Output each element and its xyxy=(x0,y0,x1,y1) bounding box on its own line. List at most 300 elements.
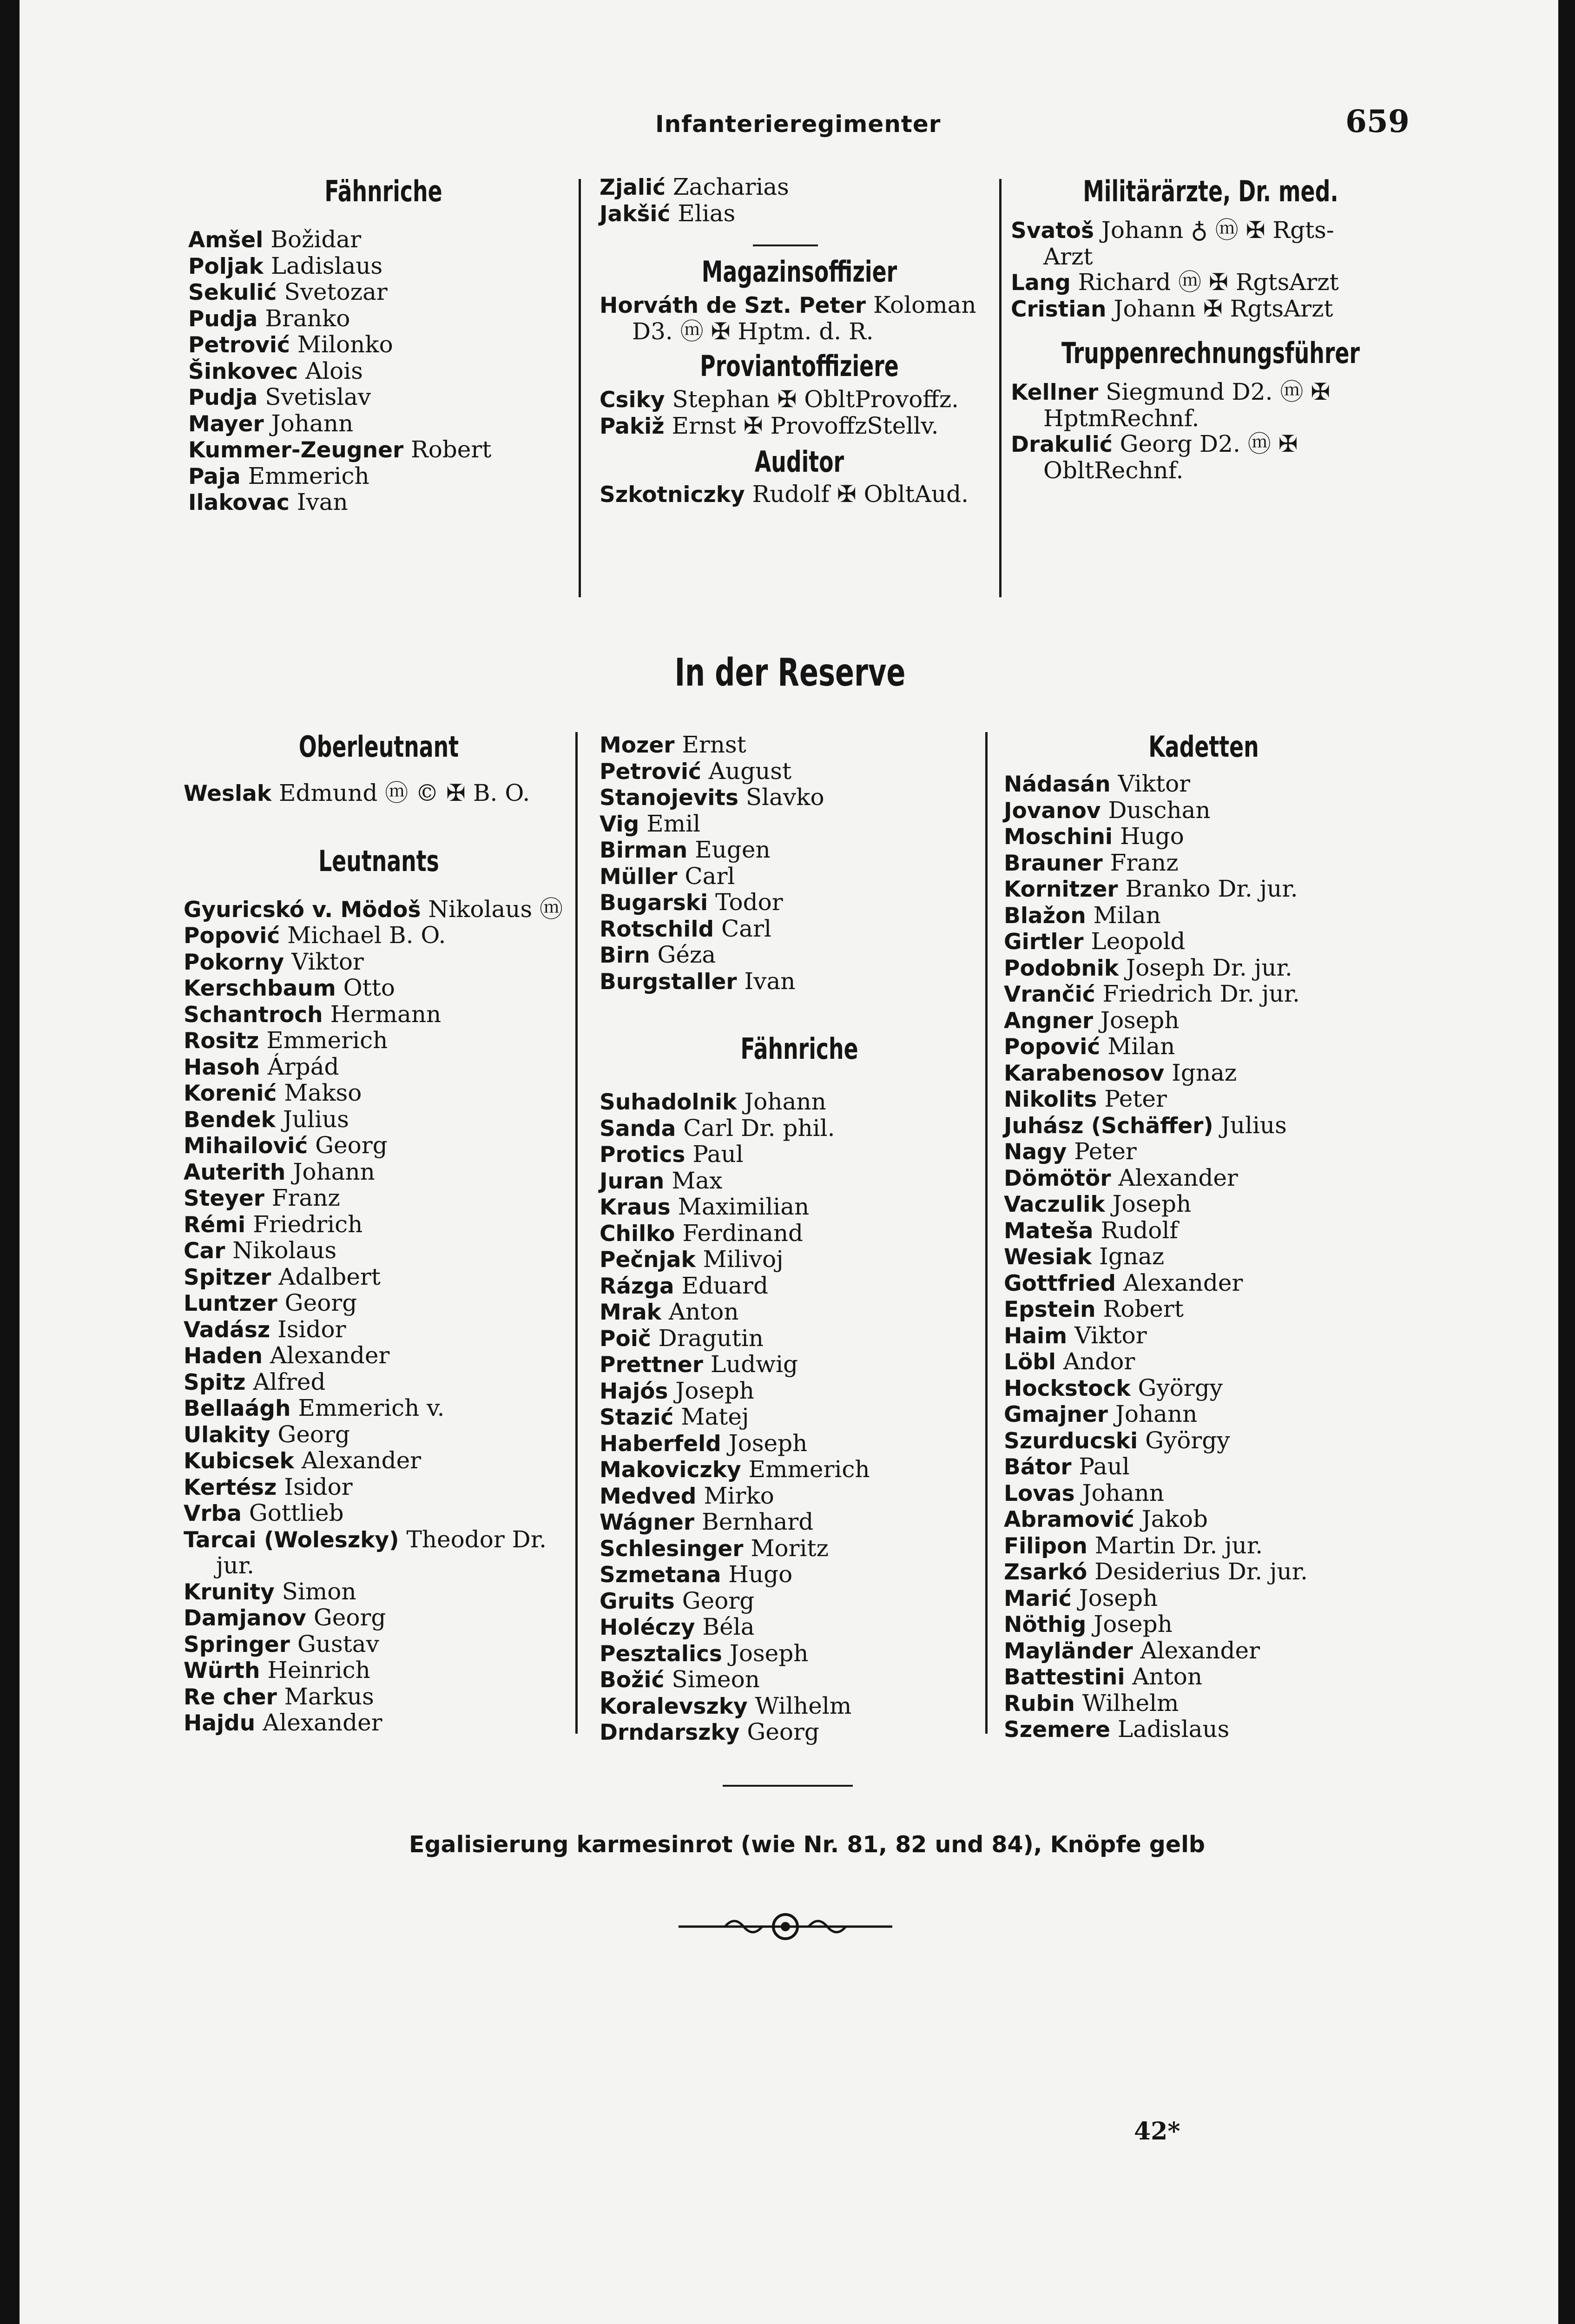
list-item xyxy=(600,1247,999,1273)
list-item xyxy=(188,358,579,385)
entry-details: Alexander xyxy=(263,1709,382,1736)
entry-surname: Filipon xyxy=(1004,1533,1087,1559)
entry-surname: Epstein xyxy=(1004,1297,1096,1322)
list-item xyxy=(184,1238,574,1264)
entry-surname: Kornitzer xyxy=(1004,877,1118,902)
list-item xyxy=(1004,1139,1404,1165)
upper-right-column xyxy=(1011,174,1410,483)
list-item xyxy=(1004,771,1404,798)
entry-surname: Schantroch xyxy=(184,1002,323,1028)
entry-list xyxy=(1004,771,1404,1743)
list-item xyxy=(184,1448,574,1474)
entry-details: Joseph Dr. jur. xyxy=(1126,954,1292,981)
entry-details: Joseph xyxy=(1112,1190,1192,1217)
entry-surname: Rázga xyxy=(600,1273,674,1299)
list-item xyxy=(184,1002,574,1028)
entry-details: Joseph xyxy=(729,1639,809,1667)
entry-surname: Csiky xyxy=(600,387,665,413)
list-item xyxy=(600,1719,999,1746)
entry-surname: Spitz xyxy=(184,1369,246,1395)
entry-surname: Karabenosov xyxy=(1004,1060,1165,1086)
entry-surname: Vadász xyxy=(184,1317,270,1343)
entry-details: Rudolf ✠ ObltAud. xyxy=(752,481,969,508)
entry-surname: Ilakovac xyxy=(188,490,290,515)
list-item xyxy=(184,1343,574,1369)
entry-details: Simeon xyxy=(672,1666,760,1693)
entry-surname: Schlesinger xyxy=(600,1536,744,1562)
list-item xyxy=(188,437,579,463)
entry-details: Markus xyxy=(284,1683,374,1710)
entry-surname: Bugarski xyxy=(600,890,708,916)
entry-details: Johann ♁ ⓜ ✠ Rgts- xyxy=(1101,217,1334,244)
entry-surname: Gruits xyxy=(600,1588,675,1614)
entry-details: Bernhard xyxy=(701,1508,814,1535)
list-item xyxy=(184,949,574,976)
list-item xyxy=(1004,1323,1404,1349)
entry-surname: Luntzer xyxy=(184,1291,277,1316)
entry-details: Theodor Dr. xyxy=(406,1525,547,1553)
section-heading-truppenrechnungsfuhrer: Truppenrechnungsführer xyxy=(1061,336,1360,370)
list-item xyxy=(1011,431,1410,458)
entry-details: Georg xyxy=(284,1289,357,1316)
entry-surname: Damjanov xyxy=(184,1605,306,1631)
entry-surname: Pakiž xyxy=(600,413,665,439)
list-item xyxy=(600,1326,999,1352)
list-item xyxy=(600,1299,999,1326)
entry-details: Peter xyxy=(1104,1085,1167,1112)
list-item xyxy=(600,1614,999,1641)
list-item xyxy=(1004,850,1404,877)
section-heading-proviantoffiziere: Proviantoffiziere xyxy=(700,349,899,383)
upper-left-column xyxy=(188,174,579,516)
section-heading-fahnriche: Fähnriche xyxy=(324,174,442,208)
entry-details: György xyxy=(1138,1374,1223,1401)
entry-surname: Lang xyxy=(1011,270,1071,296)
entry-surname: Poič xyxy=(600,1326,651,1352)
entry-surname: Lovas xyxy=(1004,1480,1075,1506)
entry-surname: Pečnjak xyxy=(600,1247,696,1273)
list-item xyxy=(184,1185,574,1212)
list-item xyxy=(600,916,999,943)
list-item xyxy=(184,923,574,949)
entry-details: Leopold xyxy=(1091,928,1186,955)
entry-details: Johann xyxy=(293,1158,375,1185)
entry-details: Simon xyxy=(282,1578,356,1605)
entry-details: Carl xyxy=(721,915,771,942)
entry-surname: Angner xyxy=(1004,1008,1093,1034)
section-heading-oberleutnant: Oberleutnant xyxy=(298,730,459,764)
entry-list xyxy=(600,732,999,995)
entry-list xyxy=(188,227,579,516)
entry-details: Michael B. O. xyxy=(287,922,446,949)
list-item xyxy=(600,811,999,838)
entry-surname: Zjalić xyxy=(600,175,666,200)
list-item xyxy=(600,319,999,345)
entry-details: Georg xyxy=(313,1604,386,1631)
entry-surname: Haden xyxy=(184,1343,263,1369)
list-item xyxy=(1011,458,1410,484)
footer-separator xyxy=(723,1785,853,1787)
list-item xyxy=(184,1395,574,1422)
entry-surname: Müller xyxy=(600,864,678,890)
entry-surname: Dömötör xyxy=(1004,1165,1111,1191)
entry-surname: Nagy xyxy=(1004,1139,1067,1165)
entry-surname: Mihailović xyxy=(184,1133,308,1159)
lower-right-column xyxy=(1004,730,1404,1743)
entry-details: D3. ⓜ ✠ Hptm. d. R. xyxy=(632,317,874,345)
entry-details: jur. xyxy=(216,1552,255,1579)
entry-details: Koloman xyxy=(873,291,976,318)
entry-surname: Popović xyxy=(1004,1034,1101,1060)
entry-surname: Re cher xyxy=(184,1684,277,1710)
entry-details: Johann xyxy=(1115,1400,1198,1427)
entry-details: Viktor xyxy=(291,948,364,975)
list-item xyxy=(1004,1034,1404,1060)
entry-details: Milan xyxy=(1107,1033,1175,1060)
entry-surname: Gottfried xyxy=(1004,1270,1116,1296)
entry-details: August xyxy=(708,757,792,785)
entry-surname: Blažon xyxy=(1004,903,1086,929)
list-item xyxy=(1004,1638,1404,1664)
entry-surname: Holéczy xyxy=(600,1615,695,1640)
list-item xyxy=(600,732,999,759)
entry-details: Carl xyxy=(685,862,735,890)
list-item xyxy=(1004,1349,1404,1375)
entry-surname: Hockstock xyxy=(1004,1375,1131,1401)
entry-details: Hermann xyxy=(330,1000,442,1028)
entry-surname: Petrović xyxy=(600,759,701,785)
entry-details: Maximilian xyxy=(678,1193,810,1220)
entry-surname: Gmajner xyxy=(1004,1402,1108,1427)
entry-surname: Brauner xyxy=(1004,850,1103,876)
list-item xyxy=(600,942,999,969)
section-separator xyxy=(753,244,818,246)
entry-surname: Kummer-Zeugner xyxy=(188,437,404,463)
list-item xyxy=(1004,798,1404,824)
entry-surname: Juran xyxy=(600,1168,665,1194)
entry-details: Isidor xyxy=(277,1315,346,1343)
entry-details: Makso xyxy=(284,1079,362,1106)
entry-details: Svetozar xyxy=(284,278,388,305)
list-item xyxy=(600,864,999,890)
list-item xyxy=(600,413,999,440)
list-item xyxy=(1004,1008,1404,1034)
list-item xyxy=(184,1422,574,1448)
entry-surname: Kellner xyxy=(1011,380,1099,405)
entry-details: Max xyxy=(672,1167,723,1194)
entry-surname: Paja xyxy=(188,463,241,489)
list-item xyxy=(1004,1690,1404,1717)
list-item xyxy=(1004,1480,1404,1507)
entry-surname: Poljak xyxy=(188,253,264,279)
scan-edge-right xyxy=(1558,0,1575,2324)
list-item xyxy=(1004,1506,1404,1533)
entry-surname: Krunity xyxy=(184,1579,275,1605)
entry-details: Ludwig xyxy=(710,1351,798,1378)
list-item xyxy=(184,897,574,923)
entry-surname: Koralevszky xyxy=(600,1693,748,1719)
entry-details: Ladislaus xyxy=(270,252,383,279)
list-item xyxy=(184,1054,574,1081)
entry-details: Todor xyxy=(715,889,783,916)
entry-details: Joseph xyxy=(728,1429,808,1457)
list-item xyxy=(188,384,579,411)
entry-details: Milonko xyxy=(297,331,393,358)
entry-surname: Bellaágh xyxy=(184,1396,291,1421)
entry-details: Božidar xyxy=(270,226,362,253)
entry-details: Joseph xyxy=(1094,1611,1173,1637)
entry-surname: Steyer xyxy=(184,1186,264,1211)
entry-details: Emil xyxy=(646,810,701,837)
list-item xyxy=(184,1657,574,1684)
list-item xyxy=(184,1212,574,1238)
list-item xyxy=(600,387,999,413)
entry-details: Elias xyxy=(678,199,736,227)
entry-details: Johann xyxy=(1082,1479,1165,1506)
entry-surname: Šinkovec xyxy=(188,358,298,384)
entry-details: Franz xyxy=(271,1184,340,1211)
entry-surname: Abramović xyxy=(1004,1507,1134,1532)
list-item xyxy=(184,780,574,807)
list-item xyxy=(1004,1375,1404,1402)
list-item xyxy=(600,1168,999,1195)
list-item xyxy=(188,463,579,490)
list-item xyxy=(600,1089,999,1116)
list-item xyxy=(1004,1191,1404,1218)
entry-details: Jakob xyxy=(1141,1505,1208,1532)
entry-list xyxy=(600,482,999,508)
list-item xyxy=(1004,1060,1404,1087)
entry-details: György xyxy=(1145,1426,1230,1454)
list-item xyxy=(1004,1559,1404,1585)
list-item xyxy=(600,1641,999,1667)
lower-middle-column xyxy=(600,732,999,1746)
list-item xyxy=(188,227,579,253)
entry-details: Carl Dr. phil. xyxy=(683,1114,835,1142)
entry-surname: Ulakity xyxy=(184,1422,270,1448)
list-item xyxy=(184,1264,574,1291)
scan-edge-left xyxy=(0,0,20,2324)
entry-surname: Würth xyxy=(184,1658,260,1684)
list-item xyxy=(1004,981,1404,1008)
entry-details: Viktor xyxy=(1074,1321,1147,1349)
entry-surname: Mozer xyxy=(600,733,675,758)
list-item xyxy=(1004,903,1404,929)
list-item xyxy=(600,1273,999,1300)
list-item xyxy=(188,306,579,332)
entry-details: Ernst xyxy=(682,731,746,758)
running-head: Infanterieregimenter xyxy=(655,111,941,138)
list-item xyxy=(1004,955,1404,982)
entry-surname: Vrba xyxy=(184,1501,242,1526)
section-heading-militararzte: Militärärzte, Dr. med. xyxy=(1083,174,1338,208)
entry-details: Hugo xyxy=(1120,823,1184,850)
entry-details: Adalbert xyxy=(278,1263,381,1290)
entry-surname: Pudja xyxy=(188,385,258,410)
entry-details: Georg xyxy=(277,1420,350,1448)
entry-surname: Drakulić xyxy=(1011,432,1113,457)
entry-surname: Jakšić xyxy=(600,201,671,227)
entry-details: Gustav xyxy=(297,1630,379,1657)
entry-details: Géza xyxy=(657,941,716,968)
entry-surname: Amšel xyxy=(188,227,264,253)
list-item xyxy=(1004,1086,1404,1113)
list-item xyxy=(600,1194,999,1221)
footer-note: Egalisierung karmesinrot (wie Nr. 81, 82 und 84), Knöpfe gelb xyxy=(409,1831,1205,1858)
entry-surname: Stazić xyxy=(600,1405,674,1430)
list-item xyxy=(1004,1717,1404,1743)
list-item xyxy=(600,759,999,785)
entry-details: Emmerich xyxy=(748,1456,870,1483)
list-item xyxy=(1004,1454,1404,1480)
section-heading-auditor: Auditor xyxy=(754,445,844,479)
entry-details: Friedrich Dr. jur. xyxy=(1102,980,1300,1007)
entry-details: Georg xyxy=(682,1587,755,1614)
entry-surname: Suhadolnik xyxy=(600,1089,737,1115)
entry-surname: Spitzer xyxy=(184,1264,271,1290)
entry-details: Richard ⓜ ✠ RgtsArzt xyxy=(1078,269,1339,296)
entry-surname: Stanojevits xyxy=(600,785,738,811)
list-item xyxy=(1011,270,1410,296)
upper-middle-column xyxy=(600,174,999,508)
entry-surname: Löbl xyxy=(1004,1349,1056,1375)
list-item xyxy=(1004,1428,1404,1454)
entry-details: Georg xyxy=(747,1718,819,1745)
entry-details: Robert xyxy=(411,436,492,463)
entry-details: Béla xyxy=(702,1613,755,1640)
list-item xyxy=(184,1684,574,1710)
entry-surname: Bendek xyxy=(184,1107,276,1133)
entry-list xyxy=(600,292,999,344)
list-item xyxy=(1011,296,1410,323)
entry-details: Martin Dr. jur. xyxy=(1094,1532,1263,1559)
entry-details: Johann xyxy=(271,409,354,437)
list-item xyxy=(600,1142,999,1168)
list-item xyxy=(1004,1165,1404,1192)
entry-details: Johann xyxy=(744,1088,826,1115)
entry-surname: Nádasán xyxy=(1004,772,1111,797)
entry-surname: Hajós xyxy=(600,1378,668,1404)
list-item xyxy=(188,489,579,516)
entry-surname: Tarcai (Woleszky) xyxy=(184,1527,399,1553)
entry-details: Georg D2. ⓜ ✠ xyxy=(1120,430,1298,457)
entry-list xyxy=(184,780,574,807)
list-item xyxy=(600,1457,999,1483)
column-divider xyxy=(999,179,1002,597)
entry-details: Ernst ✠ ProvoffzStellv. xyxy=(672,412,939,439)
entry-details: Heinrich xyxy=(267,1657,370,1684)
entry-details: Siegmund D2. ⓜ ✠ xyxy=(1106,378,1331,405)
list-item xyxy=(184,1369,574,1396)
entry-details: Andor xyxy=(1063,1348,1135,1375)
list-item xyxy=(1004,1401,1404,1428)
list-item xyxy=(1011,406,1410,432)
entry-details: Ignaz xyxy=(1172,1059,1237,1086)
entry-details: Arzt xyxy=(1043,243,1093,270)
entry-surname: Protics xyxy=(600,1142,685,1168)
list-item xyxy=(600,1221,999,1247)
list-item xyxy=(184,1290,574,1317)
list-item xyxy=(1004,824,1404,850)
entry-surname: Rositz xyxy=(184,1028,259,1054)
list-item xyxy=(184,1159,574,1186)
entry-details: Milan xyxy=(1093,901,1161,929)
entry-details: Alfred xyxy=(253,1368,326,1395)
entry-details: Ferdinand xyxy=(682,1219,804,1247)
entry-details: Wilhelm xyxy=(755,1692,852,1719)
list-item xyxy=(184,1107,574,1133)
column-divider xyxy=(579,179,581,597)
entry-details: Wilhelm xyxy=(1082,1689,1179,1717)
entry-surname: Battestini xyxy=(1004,1664,1125,1690)
list-item xyxy=(184,1631,574,1658)
list-item xyxy=(1011,379,1410,406)
entry-details: Alexander xyxy=(301,1447,422,1474)
list-item xyxy=(184,1317,574,1343)
entry-details: Emmerich xyxy=(248,462,369,489)
entry-surname: Auterith xyxy=(184,1159,286,1185)
entry-list xyxy=(600,1089,999,1746)
entry-details: Georg xyxy=(315,1132,388,1159)
entry-details: Anton xyxy=(1132,1663,1203,1690)
list-item xyxy=(184,1527,574,1553)
list-item xyxy=(600,785,999,811)
entry-details: Matej xyxy=(681,1403,749,1430)
list-item xyxy=(1011,244,1410,270)
entry-details: Slavko xyxy=(745,784,824,811)
column-divider xyxy=(575,732,578,1734)
list-item xyxy=(184,1080,574,1107)
entry-surname: Rémi xyxy=(184,1212,246,1238)
entry-surname: Car xyxy=(184,1238,225,1264)
entry-surname: Pesztalics xyxy=(600,1641,722,1667)
entry-list xyxy=(1011,218,1410,322)
entry-surname: Medved xyxy=(600,1483,697,1509)
entry-details: Otto xyxy=(343,974,395,1001)
entry-surname: Mateša xyxy=(1004,1218,1094,1244)
entry-details: Ignaz xyxy=(1099,1243,1165,1270)
entry-list xyxy=(1011,379,1410,483)
entry-surname: Vaczulik xyxy=(1004,1192,1105,1217)
entry-details: Branko xyxy=(265,304,350,332)
entry-surname: Marić xyxy=(1004,1585,1072,1611)
list-item xyxy=(188,253,579,280)
entry-details: Alexander xyxy=(270,1342,390,1369)
entry-details: Alexander xyxy=(1140,1637,1260,1664)
entry-surname: Popović xyxy=(184,923,280,949)
entry-surname: Prettner xyxy=(600,1352,703,1378)
entry-surname: Kraus xyxy=(600,1195,671,1220)
list-item xyxy=(184,1710,574,1736)
ornament-divider-icon xyxy=(679,1910,892,1943)
list-item xyxy=(600,1588,999,1615)
entry-details: Isidor xyxy=(284,1473,353,1500)
list-item xyxy=(600,1378,999,1405)
entry-surname: Mrak xyxy=(600,1300,661,1325)
entry-surname: Juhász (Schäffer) xyxy=(1004,1113,1213,1139)
entry-details: Anton xyxy=(668,1298,739,1325)
list-item xyxy=(600,1483,999,1510)
list-item xyxy=(600,482,999,508)
list-item xyxy=(184,1133,574,1159)
entry-details: Milivoj xyxy=(703,1246,784,1273)
list-item xyxy=(1004,1611,1404,1638)
list-item xyxy=(600,292,999,319)
entry-details: Alois xyxy=(305,357,363,384)
list-item xyxy=(1004,1218,1404,1244)
entry-details: Ladislaus xyxy=(1117,1716,1230,1743)
list-item xyxy=(600,1116,999,1142)
